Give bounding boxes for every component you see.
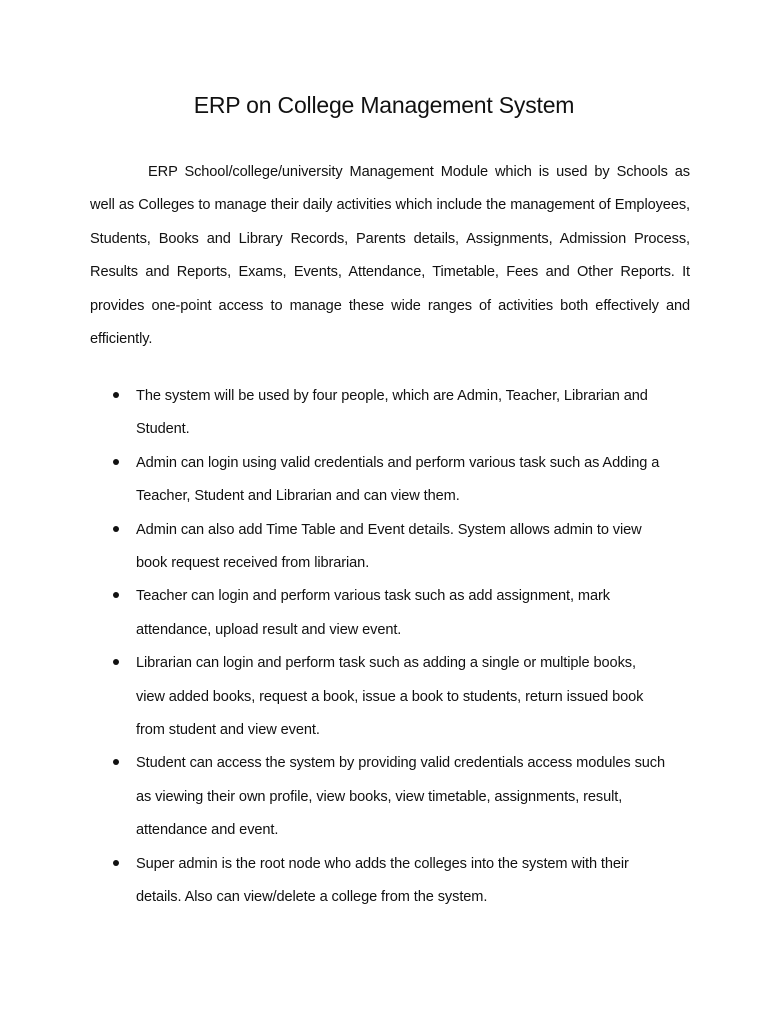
bullet-icon [113, 592, 119, 598]
bullet-item [0, 580, 666, 647]
bullet-icon [113, 526, 119, 532]
bullet-list [0, 380, 768, 915]
bullet-icon [113, 860, 119, 866]
bullet-item [0, 848, 666, 915]
bullet-item [0, 747, 666, 847]
bullet-item [0, 647, 666, 747]
bullet-icon [113, 459, 119, 465]
bullet-text: Librarian can login and perform task such as adding a single or multiple books, view added books, request a book, issue a book to students, return issued book from student and view event. [136, 655, 644, 739]
bullet-item [0, 514, 666, 581]
bullet-text: Student can access the system by providing valid credentials access modules such as viewing their own profile, view books, view timetable, assignments, result, attendance and event. [136, 755, 665, 839]
bullet-text: Admin can login using valid credentials and perform various task such as Adding a Teacher, Student and Librarian and can view them. [136, 454, 660, 505]
bullet-item [0, 447, 666, 514]
bullet-text: The system will be used by four people, which are Admin, Teacher, Librarian and Student. [136, 388, 648, 438]
intro-paragraph: ERP School/college/university Management Module which is used by Schools as well as Colleges to manage their daily activities which include the management of Employees, Students, Books and Library Records, Parents details, Assignments, Admission Process, Results and Reports, Exams, Events, Attendance, Timetable, Fees and Other Reports. It provides one-point access to manage these wide ranges of activities both effectively and efficiently. [90, 164, 690, 348]
bullet-icon [113, 659, 119, 665]
document-title: ERP on College Management System [193, 92, 575, 118]
bullet-item [0, 380, 666, 447]
bullet-icon [113, 392, 119, 398]
bullet-icon [113, 759, 119, 765]
bullet-text: Admin can also add Time Table and Event details. System allows admin to view book request received from librarian. [136, 521, 642, 572]
bullet-text: Super admin is the root node who adds the colleges into the system with their details. Also can view/delete a college from the system. [136, 855, 629, 906]
bullet-text: Teacher can login and perform various task such as add assignment, mark attendance, upload result and view event. [136, 588, 610, 638]
